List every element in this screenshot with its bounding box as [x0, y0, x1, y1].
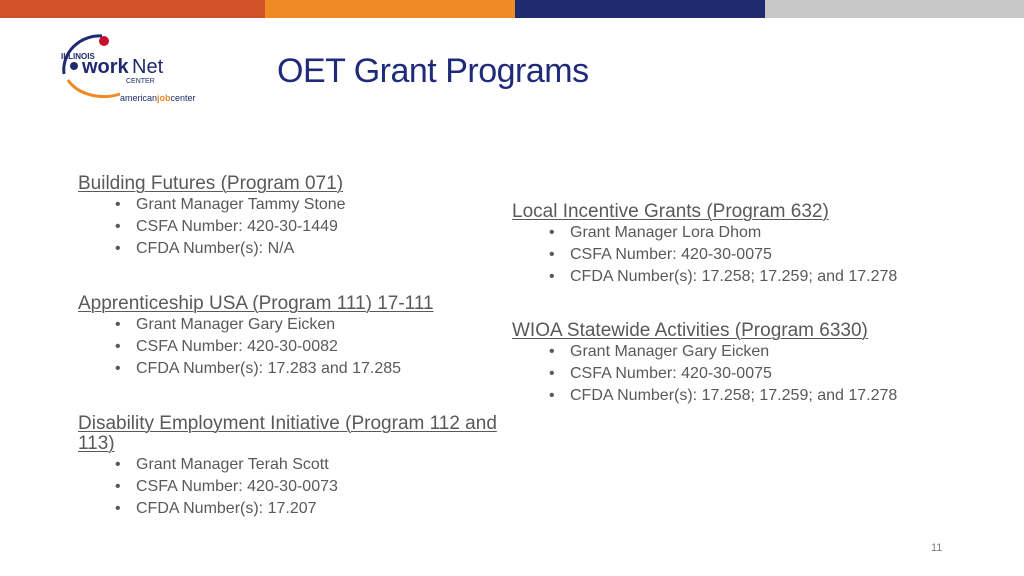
cfda-number: • CFDA Number(s): 17.283 and 17.285 — [115, 358, 434, 380]
grant-manager: • Grant Manager Gary Eicken — [115, 314, 434, 336]
grant-manager: • Grant Manager Lora Dhom — [549, 222, 897, 244]
cfda-number: • CFDA Number(s): 17.258; 17.259; and 17.278 — [549, 266, 897, 288]
bar-segment-navy — [515, 0, 765, 18]
cfda-number: • CFDA Number(s): 17.258; 17.259; and 17.278 — [549, 385, 897, 407]
program-title: Local Incentive Grants (Program 632) — [512, 201, 829, 222]
logo-dot-navy — [70, 62, 78, 70]
csfa-number: • CSFA Number: 420-30-0075 — [549, 244, 897, 266]
program-local-incentive-grants — [512, 202, 897, 288]
svg-text:americanjobcenter — [120, 93, 196, 103]
program-building-futures — [78, 174, 346, 260]
program-title: Building Futures (Program 071) — [78, 173, 344, 194]
program-details — [78, 194, 346, 260]
csfa-number: • CSFA Number: 420-30-0082 — [115, 336, 434, 358]
grant-manager: • Grant Manager Tammy Stone — [115, 194, 346, 216]
page-number: 11 — [931, 542, 943, 554]
logo-ajc-american: american — [120, 93, 158, 103]
bar-segment-orange — [265, 0, 515, 18]
csfa-number: • CSFA Number: 420-30-0075 — [549, 363, 897, 385]
program-title: WIOA Statewide Activities (Program 6330) — [512, 320, 868, 341]
program-title: Apprenticeship USA (Program 111) 17-111 — [78, 293, 434, 314]
logo-state-text: ILLINOIS — [61, 52, 95, 61]
logo-mark — [60, 30, 220, 110]
program-details — [78, 454, 498, 520]
grant-manager: • Grant Manager Gary Eicken — [549, 341, 897, 363]
logo-work-text: work — [82, 56, 129, 78]
illinois-worknet-logo — [60, 30, 220, 110]
logo-dot-red — [99, 36, 109, 46]
logo-ajc-center: center — [170, 93, 196, 103]
page-title: OET Grant Programs — [277, 52, 589, 90]
program-disability-employment-initiative — [78, 414, 498, 520]
bar-segment-red — [0, 0, 265, 18]
grant-manager: • Grant Manager Terah Scott — [115, 454, 498, 476]
cfda-number: • CFDA Number(s): 17.207 — [115, 498, 498, 520]
program-details — [512, 222, 897, 288]
bar-segment-gray — [765, 0, 1024, 18]
program-wioa-statewide-activities — [512, 321, 897, 407]
cfda-number: • CFDA Number(s): N/A — [115, 238, 346, 260]
top-color-bar — [0, 0, 1024, 18]
csfa-number: • CSFA Number: 420-30-0073 — [115, 476, 498, 498]
logo-center-text: CENTER — [126, 78, 155, 85]
program-details — [78, 314, 434, 380]
logo-net-text: Net — [132, 56, 164, 78]
logo-arc-orange — [68, 80, 120, 97]
program-apprenticeship-usa — [78, 294, 434, 380]
csfa-number: • CSFA Number: 420-30-1449 — [115, 216, 346, 238]
program-details — [512, 341, 897, 407]
program-title: Disability Employment Initiative (Program 112 and 113) — [78, 413, 497, 454]
logo-ajc-job: job — [157, 93, 171, 103]
